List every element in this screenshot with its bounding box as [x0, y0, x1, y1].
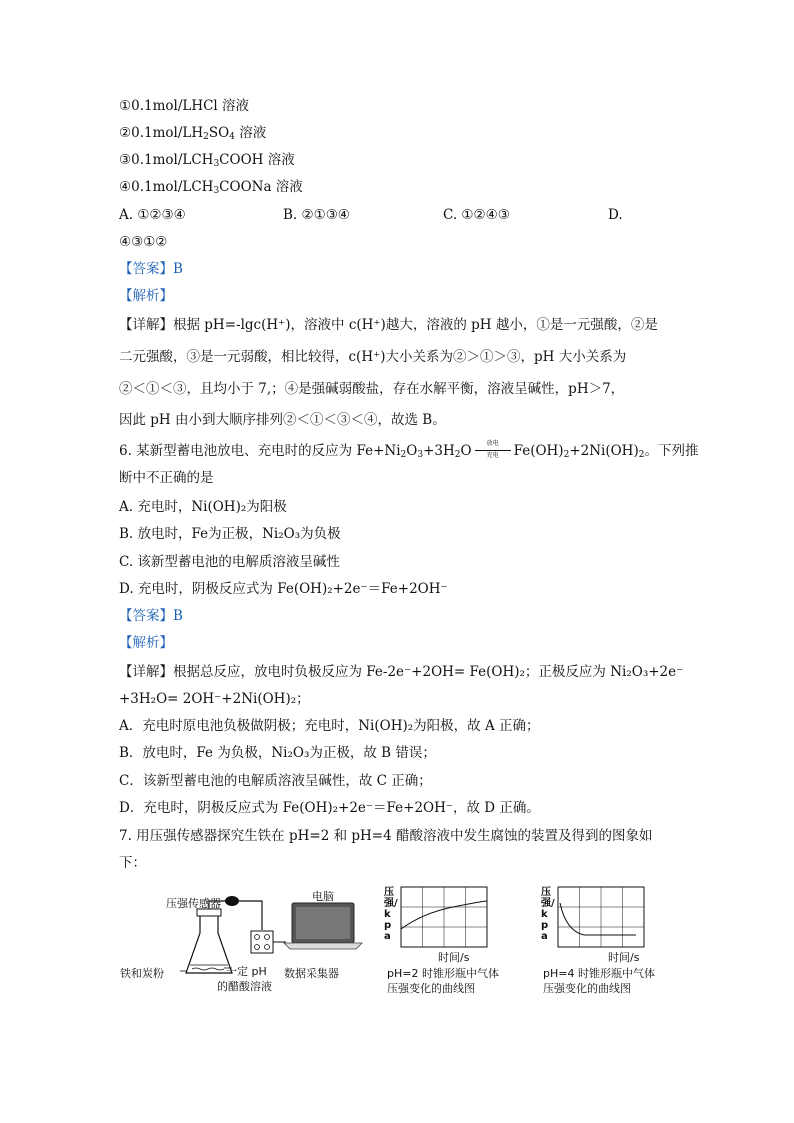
- solution-3: $③0.1mol/LCH_3COOH$ 溶液: [119, 152, 295, 169]
- chart-ph4-plot: [540, 885, 650, 955]
- chart-ph4-caption-1: pH=4 时锥形瓶中气体: [543, 967, 655, 980]
- chart-ph2-caption-2: 压强变化的曲线图: [387, 982, 475, 995]
- reversible-arrow: 放电 充电: [473, 441, 513, 459]
- q5-option-d: D.: [608, 207, 623, 223]
- chart-ph2-plot: [383, 885, 493, 955]
- chart-ph2-caption-1: pH=2 时锥形瓶中气体: [387, 967, 499, 980]
- q5-option-c: C. ①②④③: [443, 207, 510, 223]
- q6-option-d: D. 充电时，阴极反应式为 Fe(OH)₂+2e⁻＝Fe+2OH⁻: [119, 581, 448, 597]
- chart-ph4-caption-2: 压强变化的曲线图: [543, 982, 631, 995]
- q6-answer: 【答案】B: [119, 608, 183, 624]
- q5-answer: 【答案】B: [119, 261, 183, 277]
- q5-detail-3: ②＜①＜③，且均小于 7,；④是强碱弱酸盐，存在水解平衡，溶液呈碱性，pH＞7，: [119, 381, 625, 397]
- q6-detail-3: A．充电时原电池负极做阴极；充电时，Ni(OH)₂为阳极，故 A 正确；: [119, 718, 540, 734]
- q5-option-d-cont: ④③①②: [119, 234, 168, 250]
- chart-ph4: [540, 885, 665, 1005]
- solution-2: $②0.1mol/LH_2SO_4$ 溶液: [119, 125, 267, 142]
- q6-option-c: C. 该新型蓄电池的电解质溶液呈碱性: [119, 554, 340, 570]
- q5-option-a: A. ①②③④: [119, 207, 186, 223]
- apparatus-figure: [120, 885, 380, 995]
- q5-detail-4: 因此 pH 由小到大顺序排列②＜①＜③＜④，故选 B。: [119, 412, 446, 428]
- chart-ph2: [383, 885, 503, 1005]
- q6-option-a: A. 充电时，Ni(OH)₂为阳极: [119, 499, 287, 515]
- q6-option-b: B. 放电时，Fe为正极，Ni₂O₃为负极: [119, 526, 341, 542]
- acid-label-1: 一定 pH: [226, 965, 267, 978]
- sensor-label: 压强传感器: [166, 897, 221, 910]
- computer-label: 电脑: [312, 890, 334, 903]
- chart-ph2-ylabel: 压强/kpa: [384, 887, 398, 942]
- q5-detail-1: 【详解】根据 pH=-lgc(H⁺)，溶液中 c(H⁺)越大，溶液的 pH 越小，①是一元强酸，②是: [119, 317, 658, 333]
- q7-stem-2: 下：: [119, 855, 146, 871]
- q6-detail-2: +3H₂O= 2OH⁻+2Ni(OH)₂；: [119, 691, 310, 707]
- q7-stem-1: 7. 用压强传感器探究生铁在 pH=2 和 pH=4 醋酸溶液中发生腐蚀的装置及得到的图象如: [119, 828, 653, 844]
- solution-4: $④0.1mol/LCH_3COONa$ 溶液: [119, 179, 303, 196]
- collector-label: 数据采集器: [284, 967, 339, 980]
- chart-ph2-xlabel: 时间/s: [438, 951, 470, 964]
- q6-detail-4: B．放电时，Fe 为负极，Ni₂O₃为正极，故 B 错误；: [119, 745, 436, 761]
- q5-detail-2: 二元强酸，③是一元弱酸，相比较得，c(H⁺)大小关系为②＞①＞③，pH 大小关系为: [119, 349, 627, 365]
- q6-analysis-label: 【解析】: [119, 635, 173, 651]
- q6-stem-1: 6. 某新型蓄电池放电、充电时的反应为 $Fe+Ni_2O_3+3H_2O$ 放电 充电 $Fe(OH)_2+2Ni(OH)_2$。下列推: [119, 440, 699, 460]
- q5-analysis-label: 【解析】: [119, 288, 173, 304]
- q5-option-b: B. ②①③④: [283, 207, 350, 223]
- q6-detail-5: C．该新型蓄电池的电解质溶液呈碱性，故 C 正确；: [119, 773, 432, 789]
- q6-detail-6: D．充电时，阴极反应式为 Fe(OH)₂+2e⁻＝Fe+2OH⁻，故 D 正确。: [119, 800, 540, 816]
- q6-stem-2: 断中不正确的是: [119, 470, 214, 486]
- chart-ph4-xlabel: 时间/s: [608, 951, 640, 964]
- q6-detail-1: 【详解】根据总反应，放电时负极反应为 Fe-2e⁻+2OH= Fe(OH)₂；正极反应为 Ni₂O₃+2e⁻: [119, 664, 684, 680]
- acid-label-2: 的醋酸溶液: [217, 980, 272, 993]
- fe-c-label: 铁和炭粉: [120, 967, 164, 980]
- chart-ph4-ylabel: 压强/kpa: [541, 887, 555, 942]
- solution-1: ①0.1mol/LHCl 溶液: [119, 98, 250, 114]
